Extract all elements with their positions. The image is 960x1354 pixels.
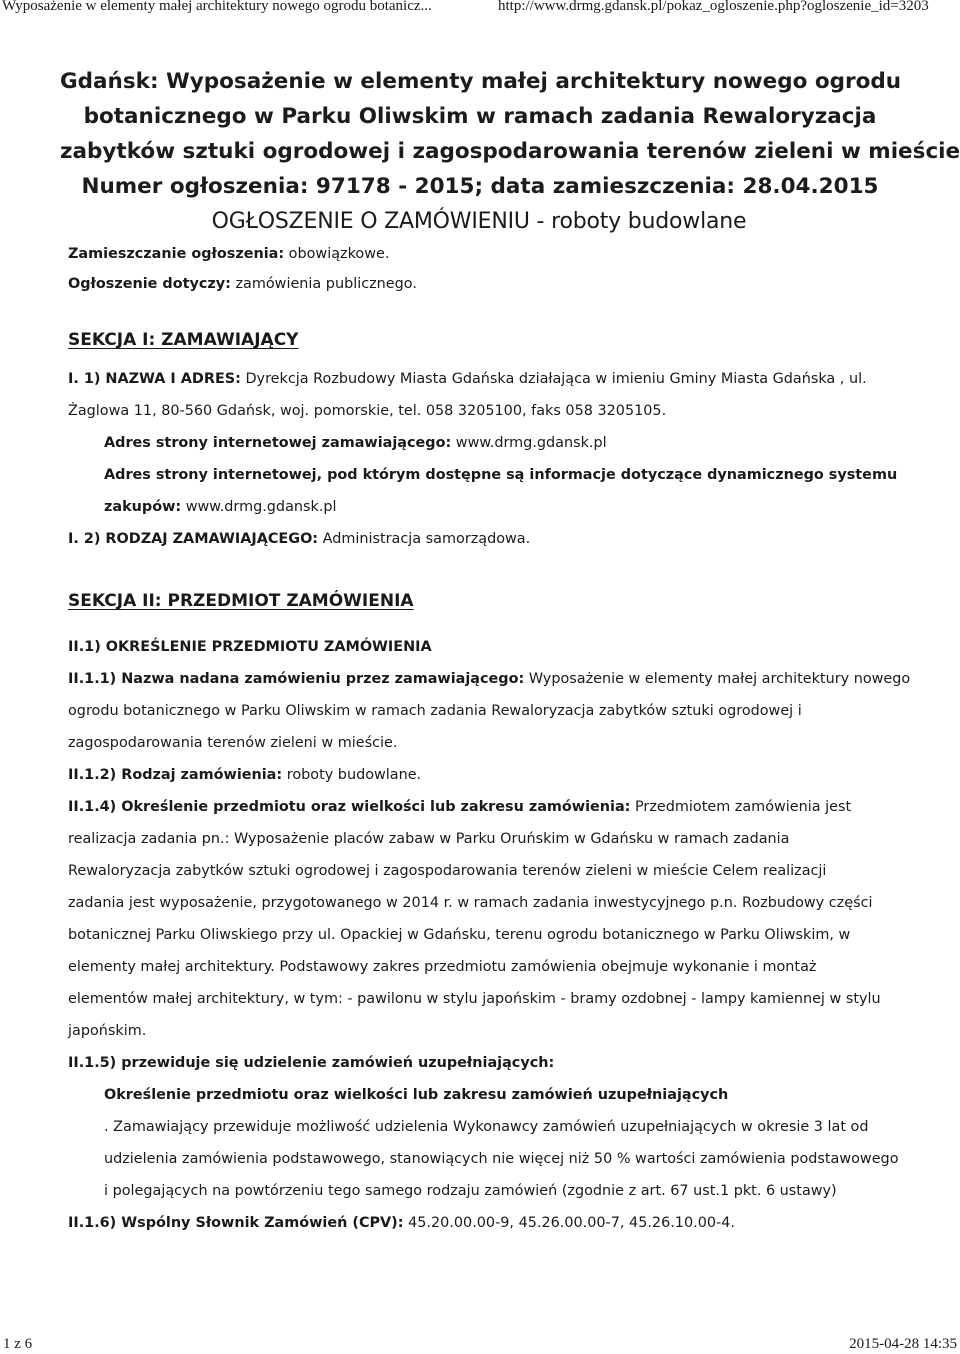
concerns-row: [68, 271, 890, 297]
dynamic-system-row: [68, 491, 890, 523]
cpv-row: [68, 1207, 890, 1239]
supplementary-label: II.1.5) przewiduje się udzielenie zamówień uzupełniających:: [68, 1055, 555, 1071]
website-row: [68, 427, 890, 459]
scope-value: Przedmiotem zamówienia jest: [630, 799, 852, 815]
website-label: Adres strony internetowej zamawiającego:: [104, 435, 452, 451]
supplementary-subtitle: Określenie przedmiotu oraz wielkości lub zakresu zamówień uzupełniających: [104, 1087, 729, 1103]
contracting-type-row: [68, 523, 890, 555]
order-name-row: [68, 663, 911, 695]
section-1-title: SEKCJA I: ZAMAWIAJĄCY: [68, 330, 299, 350]
order-name-label: II.1.1) Nazwa nadana zamówieniu przez zamawiającego:: [68, 671, 525, 687]
section-2-body: [68, 631, 911, 1239]
website-value: www.drmg.gdansk.pl: [451, 435, 607, 451]
supplementary-line: . Zamawiający przewiduje możliwość udzielenia Wykonawcy zamówień uzupełniających w okresie 3 lat od: [104, 1119, 869, 1135]
notice-heading: [60, 64, 960, 204]
dynamic-system-label: zakupów:: [104, 499, 182, 515]
scope-label: II.1.4) Określenie przedmiotu oraz wielkości lub zakresu zamówienia:: [68, 799, 631, 815]
contracting-type-label: I. 2) RODZAJ ZAMAWIAJĄCEGO:: [68, 531, 319, 547]
scope-line: elementów małej architektury, w tym: - pawilonu w stylu japońskim - bramy ozdobnej - lampy kamiennej w stylu: [68, 991, 881, 1007]
concerns-label: Ogłoszenie dotyczy:: [68, 276, 231, 292]
scope-line: zadania jest wyposażenie, przygotowanego w 2014 r. w ramach zadania inwestycyjnego p.n. Rozbudowy części: [68, 895, 873, 911]
contracting-type-value: Administracja samorządowa.: [318, 531, 531, 547]
placement-value: obowiązkowe.: [284, 246, 390, 262]
scope-line: Rewaloryzacja zabytków sztuki ogrodowej i zagospodarowania terenów zieleni w mieście Celem realizacji: [68, 863, 827, 879]
print-header: [0, 0, 960, 20]
page-counter: 1 z 6: [3, 1336, 33, 1352]
order-name-line: ogrodu botanicznego w Parku Oliwskim w ramach zadania Rewaloryzacja zabytków sztuki ogrodowej i: [68, 703, 802, 719]
order-name-value: Wyposażenie w elementy małej architektury nowego: [524, 671, 911, 687]
name-address-label: I. 1) NAZWA I ADRES:: [68, 371, 241, 387]
scope-row: [68, 791, 890, 823]
order-name-line: zagospodarowania terenów zieleni w mieście.: [68, 735, 398, 751]
notice-document: [60, 64, 960, 1239]
heading-line: zabytków sztuki ogrodowej i zagospodarowania terenów zieleni w mieście: [60, 139, 960, 164]
placement-label: Zamieszczanie ogłoszenia:: [68, 246, 285, 262]
section-1-body: [68, 363, 898, 555]
print-page-title: Wyposażenie w elementy małej architektury nowego ogrodu botanicz...: [2, 0, 432, 14]
address-line: Żaglowa 11, 80-560 Gdańsk, woj. pomorskie, tel. 058 3205100, faks 058 3205105.: [68, 403, 667, 419]
supplementary-line: i polegających na powtórzeniu tego samego rodzaju zamówień (zgodnie z art. 67 ust.1 pkt. 6 ustawy): [104, 1183, 837, 1199]
concerns-value: zamówienia publicznego.: [230, 276, 417, 292]
section-2-title: SEKCJA II: PRZEDMIOT ZAMÓWIENIA: [68, 591, 414, 611]
heading-line: Gdańsk: Wyposażenie w elementy małej architektury nowego ogrodu: [60, 69, 902, 94]
dynamic-system-label: Adres strony internetowej, pod którym dostępne są informacje dotyczące dynamicznego systemu: [104, 467, 898, 483]
order-kind-label: II.1.2) Rodzaj zamówienia:: [68, 767, 283, 783]
print-page-url: http://www.drmg.gdansk.pl/pokaz_ogloszenie.php?ogloszenie_id=3203: [498, 0, 929, 14]
supplementary-line: udzielenia zamówienia podstawowego, stanowiących nie więcej niż 50 % wartości zamówienia podstawowego: [104, 1151, 899, 1167]
scope-line: elementy małej architektury. Podstawowy zakres przedmiotu zamówienia obejmuje wykonanie i montaż: [68, 959, 817, 975]
print-footer: [0, 1334, 960, 1354]
scope-line: botanicznej Parku Oliwskiego przy ul. Opackiej w Gdańsku, terenu ogrodu botanicznego w Parku Oliwskim, w: [68, 927, 851, 943]
supplementary-row: [68, 1047, 890, 1079]
order-kind-row: [68, 759, 890, 791]
dynamic-system-row: [68, 459, 898, 491]
placement-row: [68, 241, 890, 267]
scope-line: realizacja zadania pn.: Wyposażenie placów zabaw w Parku Oruńskim w Gdańsku w ramach zadania: [68, 831, 790, 847]
notice-type: OGŁOSZENIE O ZAMÓWIENIU - roboty budowlane: [211, 209, 747, 234]
cpv-label: II.1.6) Wspólny Słownik Zamówień (CPV):: [68, 1215, 404, 1231]
notice-number-line: Numer ogłoszenia: 97178 - 2015; data zamieszczenia: 28.04.2015: [81, 174, 879, 199]
print-datetime: 2015-04-28 14:35: [849, 1336, 957, 1352]
name-address-line: [68, 363, 890, 395]
subsection-title: II.1) OKREŚLENIE PRZEDMIOTU ZAMÓWIENIA: [68, 639, 432, 655]
scope-line: japońskim.: [68, 1023, 147, 1039]
order-kind-value: roboty budowlane.: [282, 767, 422, 783]
cpv-value: 45.20.00.00-9, 45.26.00.00-7, 45.26.10.00-4.: [403, 1215, 735, 1231]
dynamic-system-value: www.drmg.gdansk.pl: [181, 499, 337, 515]
name-address-value: Dyrekcja Rozbudowy Miasta Gdańska działająca w imieniu Gminy Miasta Gdańska , ul.: [240, 371, 867, 387]
heading-line: botanicznego w Parku Oliwskim w ramach zadania Rewaloryzacja: [83, 104, 877, 129]
